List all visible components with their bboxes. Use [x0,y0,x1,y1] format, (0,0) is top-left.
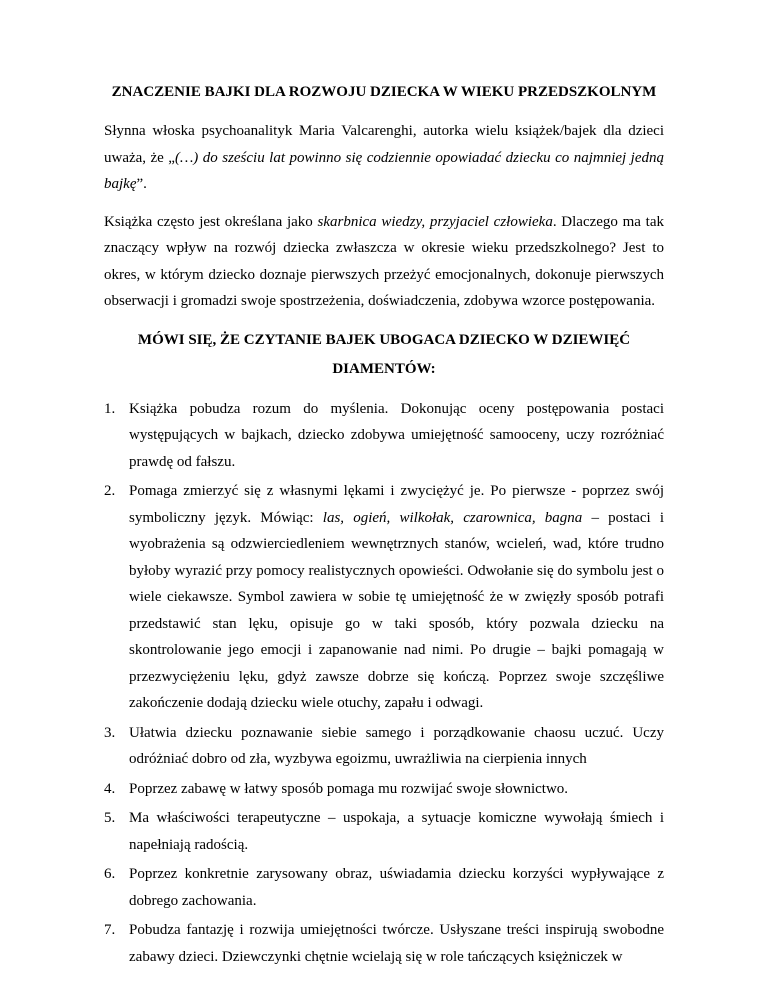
list-item-number: 6. [104,866,116,882]
list-item-number: 2. [104,483,116,499]
list-item [104,396,664,476]
list-item-text: Poprzez zabawę w łatwy sposób pomaga mu rozwijać swoje słownictwo. [129,780,569,797]
list-item-text: Książka pobudza rozum do myślenia. Dokonując oceny postępowania postaci występujących w bajkach, dziecko zdobywa umiejętność samooceny, uczy rozróżniać prawdę od fałszu. [129,400,664,470]
list-item-italic: las, ogień, wilkołak, czarownica, bagna [322,509,583,526]
list-item-number: 4. [104,780,116,797]
intro-paragraph-1 [104,118,664,198]
intro-p1-text: Słynna włoska psychoanalityk Maria Valcarenghi, autorka wielu książek/bajek dla dzieci uważa, że „ [104,123,664,166]
intro-p2-italic: skarbnica wiedzy, przyjaciel człowieka [317,213,553,230]
list-item-text: Ułatwia dziecku poznawanie siebie samego i porządkowanie chaosu uczuć. Uczy odróżniać dobro od zła, wyzbywa egoizmu, uwrażliwia na cierpienia innych [129,724,664,767]
list-item-number: 7. [104,922,116,938]
intro-p2-text-start: Książka często jest określana jako [104,213,318,230]
list-item [104,478,664,717]
intro-p1-quote: (…) do sześciu lat powinno się codziennie opowiadać dziecku co najmniej jedną bajkę [104,149,665,192]
list-item-text: Pomaga zmierzyć się z własnymi lękami i zwyciężyć je. Po pierwsze - poprzez swój symboliczny język. Mówiąc: [129,483,664,526]
intro-p1-closing: ”. [136,176,147,192]
list-item-number: 1. [104,400,116,417]
list-item-number: 5. [104,810,116,826]
document-title: ZNACZENIE BAJKI DLA ROZWOJU DZIECKA W WIEKU PRZEDSZKOLNYM [111,84,657,100]
list-item [104,805,664,858]
list-item-text: Ma właściwości terapeutyczne – uspokaja, a sytuacje komiczne wywołają śmiech i napełniają radością. [129,810,664,853]
list-item [104,917,664,970]
list-item [104,720,664,773]
intro-p2-text-end: . Dlaczego ma tak znaczący wpływ na rozwój dziecka zwłaszcza w okresie wieku przedszkolnego? Jest to okres, w którym dziecko doznaje pierwszych przeżyć emocjonalnych, dokonuje pierwszych obserwacji i gromadzi swoje spostrzeżenia, doświadczenia, zdobywa wzorce postępowania. [104,213,664,309]
list-item-text-end: – postaci i wyobrażenia są odzwierciedleniem wewnętrznych stanów, wcieleń, wad, które trudno byłoby wyrazić przy pomocy realistycznych opowieści. Odwołanie się do symbolu jest o wiele ciekawsze. Symbol zawiera w sobie tę umiejętność że w zwięzły sposób potrafi przedstawić stan lęku, opisuje go w taki sposób, który pozwala dziecku na skontrolowanie jego emocji i zapanowanie nad nimi. Po drugie – bajki pomagają w przezwyciężeniu lęku, gdyż zawsze dobrze się kończą. Poprzez swoje szczęśliwe zakończenie dodają dziecku wiele otuchy, zapału i odwagi. [129,509,665,711]
list-item-number: 3. [104,724,116,741]
intro-paragraph-2 [104,209,664,315]
list-item-text: Pobudza fantazję i rozwija umiejętności twórcze. Usłyszane treści inspirują swobodne zabawy dzieci. Dziewczynki chętnie wcielają się w role tańczących księżniczek w [129,922,664,965]
section-subtitle: MÓWI SIĘ, ŻE CZYTANIE BAJEK UBOGACA DZIECKO W DZIEWIĘĆ DIAMENTÓW: [137,331,631,377]
diamonds-list [104,396,664,971]
list-item-text: Poprzez konkretnie zarysowany obraz, uświadamia dziecku korzyści wypływające z dobrego zachowania. [129,866,664,909]
list-item [104,776,664,803]
list-item [104,861,664,914]
